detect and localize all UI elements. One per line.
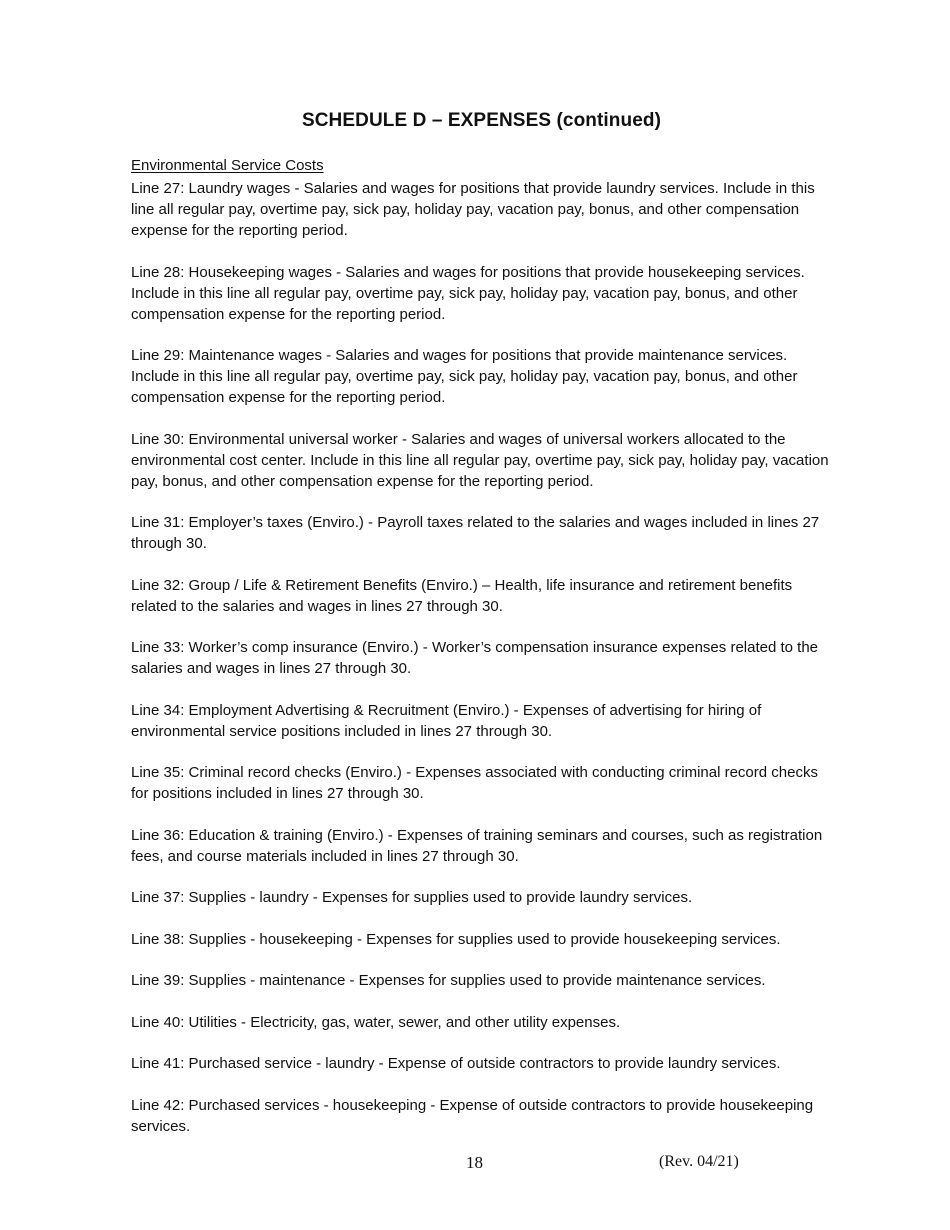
line-34-paragraph: Line 34: Employment Advertising & Recruitment (Enviro.) - Expenses of advertising for hiring of environmental service positions included in lines 27 through 30. xyxy=(131,701,762,740)
line-41-paragraph: Line 41: Purchased service - laundry - Expense of outside contractors to provide laundry services. xyxy=(131,1055,781,1072)
line-32-paragraph: Line 32: Group / Life & Retirement Benefits (Enviro.) – Health, life insurance and retirement benefits related to the salaries and wages in lines 27 through 30. xyxy=(131,576,793,615)
line-39-paragraph: Line 39: Supplies - maintenance - Expenses for supplies used to provide maintenance services. xyxy=(131,972,766,989)
line-33-paragraph: Line 33: Worker’s comp insurance (Enviro.) - Worker’s compensation insurance expenses related to the salaries and wages in lines 27 through 30. xyxy=(131,639,819,677)
page-title: SCHEDULE D – EXPENSES (continued) xyxy=(301,110,662,131)
line-37-paragraph: Line 37: Supplies - laundry - Expenses for supplies used to provide laundry services. xyxy=(131,889,693,906)
line-28-paragraph: Line 28: Housekeeping wages - Salaries and wages for positions that provide housekeeping services. Include in this line all regular pay, overtime pay, sick pay, holiday pay, vacation pay, bonus, and other compensation expense for the reporting period. xyxy=(131,263,805,323)
line-42-paragraph: Line 42: Purchased services - housekeeping - Expense of outside contractors to provide housekeeping services. xyxy=(131,1096,814,1135)
line-38-paragraph: Line 38: Supplies - housekeeping - Expenses for supplies used to provide housekeeping services. xyxy=(131,930,781,948)
line-31-paragraph: Line 31: Employer’s taxes (Enviro.) - Payroll taxes related to the salaries and wages included in lines 27 through 30. xyxy=(131,514,820,552)
line-30-paragraph: Line 30: Environmental universal worker - Salaries and wages of universal workers allocated to the environmental cost center. Include in this line all regular pay, overtime pay, sick pay, holiday pay, vacation pay, bonus, and other compensation expense for the reporting period. xyxy=(131,430,829,490)
line-27-paragraph: Line 27: Laundry wages - Salaries and wages for positions that provide laundry services. Include in this line all regular pay, overtime pay, sick pay, holiday pay, vacation pay, bonus, and other compensation expense for the reporting period. xyxy=(131,180,815,239)
line-29-paragraph: Line 29: Maintenance wages - Salaries and wages for positions that provide maintenance services. Include in this line all regular pay, overtime pay, sick pay, holiday pay, vacation pay, bonus, and other compensation expense for the reporting period. xyxy=(131,347,798,406)
section-heading: Environmental Service Costs xyxy=(131,157,324,174)
page-number: 18 xyxy=(466,1153,483,1172)
revision-label: (Rev. 04/21) xyxy=(659,1153,739,1170)
line-descriptions xyxy=(131,178,831,1157)
line-40-paragraph: Line 40: Utilities - Electricity, gas, water, sewer, and other utility expenses. xyxy=(131,1013,621,1031)
line-35-paragraph: Line 35: Criminal record checks (Enviro.) - Expenses associated with conducting criminal record checks for positions included in lines 27 through 30. xyxy=(131,764,818,802)
line-36-paragraph: Line 36: Education & training (Enviro.) - Expenses of training seminars and courses, such as registration fees, and course materials included in lines 27 through 30. xyxy=(131,826,823,865)
